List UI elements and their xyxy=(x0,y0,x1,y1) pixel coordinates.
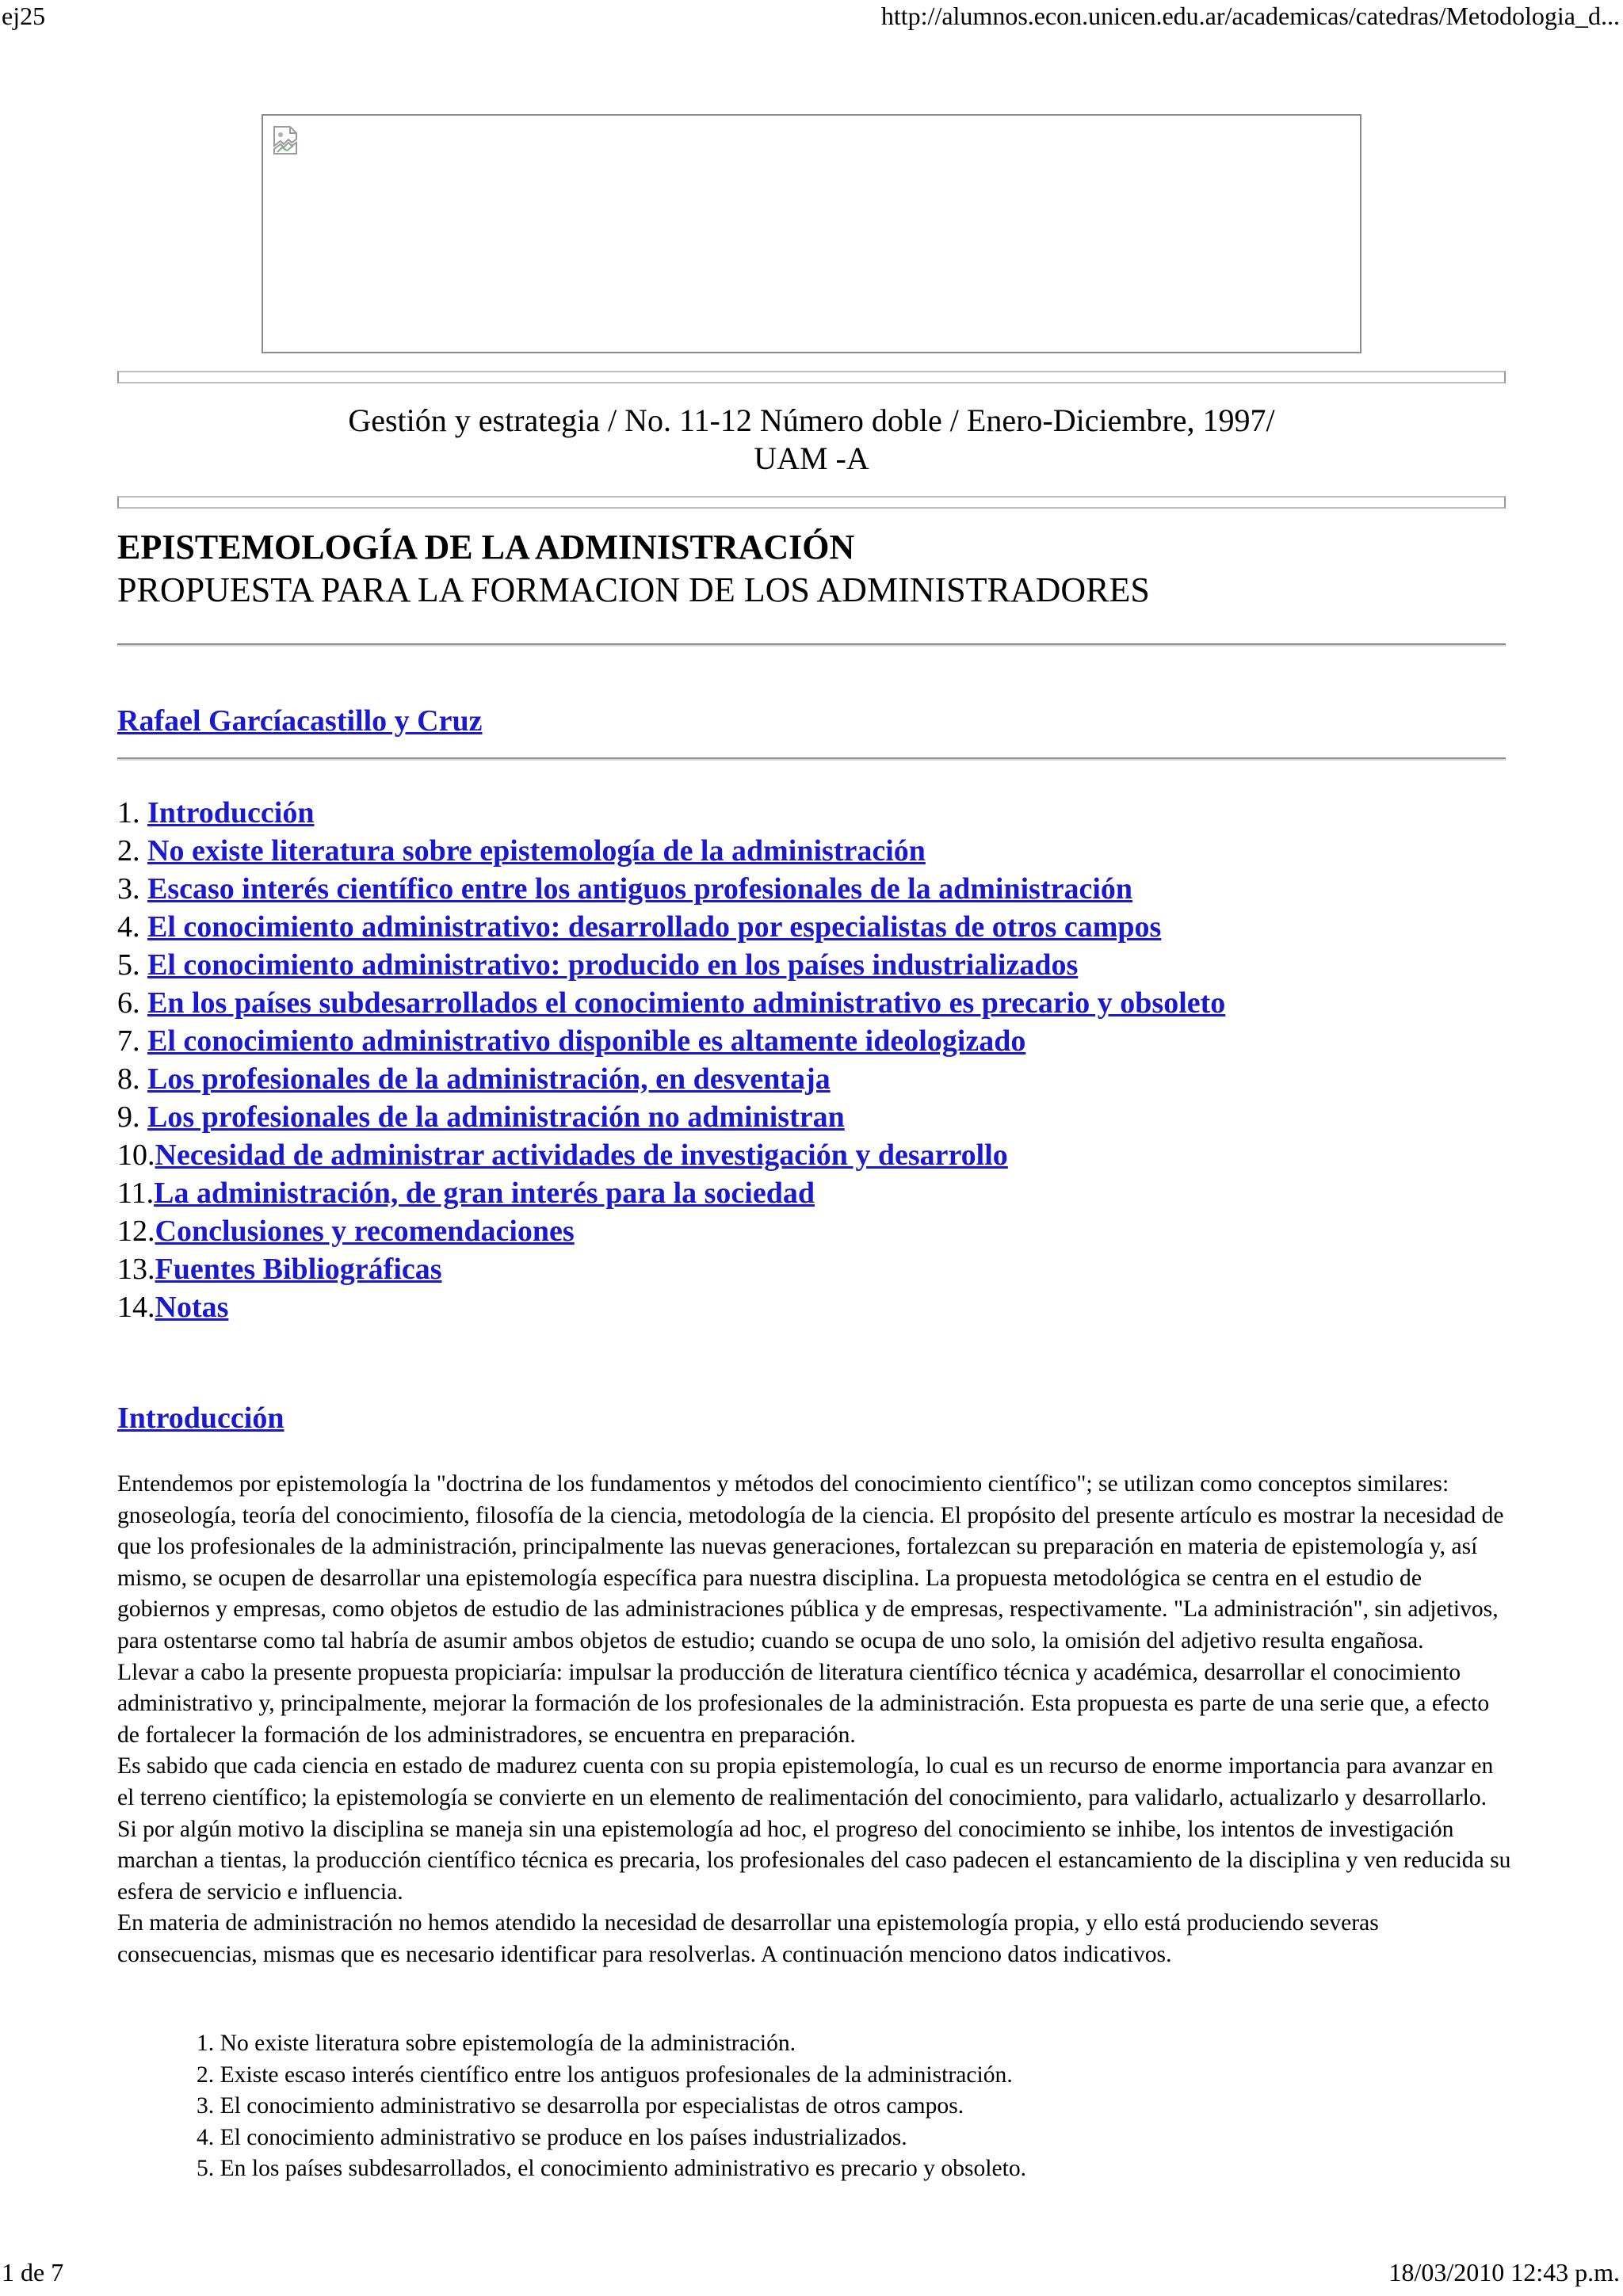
toc-number: 13. xyxy=(117,1253,155,1286)
list-item: 1. No existe literatura sobre epistemología de la administración. xyxy=(197,2031,796,2056)
banner-image-frame xyxy=(262,114,1361,353)
intro-body xyxy=(117,1469,1512,1971)
article-title: EPISTEMOLOGÍA DE LA ADMINISTRACIÓN xyxy=(117,528,855,566)
horizontal-rule xyxy=(117,371,1506,383)
toc-number: 10. xyxy=(117,1138,155,1172)
list-item: 5. En los países subdesarrollados, el conocimiento administrativo es precario y obsoleto. xyxy=(197,2156,1027,2182)
toc-number: 4. xyxy=(117,910,147,944)
print-header xyxy=(0,0,1623,32)
table-of-contents xyxy=(117,794,1506,1326)
introduccion-anchor-link[interactable]: Introducción xyxy=(117,1402,285,1435)
intro-paragraph: En materia de administración no hemos atendido la necesidad de desarrollar una epistemología propia, y ello está produciendo severas consecuencias, mismas que es necesario identificar para resolverlas. A continuación menciono datos indicativos. xyxy=(117,1910,1379,1967)
toc-number: 5. xyxy=(117,948,147,982)
print-footer-page: 1 de 7 xyxy=(2,2258,64,2286)
toc-number: 7. xyxy=(117,1024,147,1058)
toc-item xyxy=(117,870,1506,908)
toc-number: 6. xyxy=(117,986,147,1020)
toc-number: 1. xyxy=(117,796,147,830)
list-item: 3. El conocimiento administrativo se desarrolla por especialistas de otros campos. xyxy=(197,2093,964,2119)
toc-item xyxy=(117,1212,1506,1250)
toc-link-paises-subdesarrollados[interactable]: En los países subdesarrollados el conocimiento administrativo es precario y obsoleto xyxy=(147,986,1226,1020)
toc-item xyxy=(117,1174,1506,1212)
list-item: 2. Existe escaso interés científico entre los antiguos profesionales de la administración. xyxy=(197,2061,1013,2088)
article-subtitle: PROPUESTA PARA LA FORMACION DE LOS ADMINISTRADORES xyxy=(117,570,1150,609)
toc-link-ideologizado[interactable]: El conocimiento administrativo disponible es altamente ideologizado xyxy=(147,1024,1026,1058)
toc-item xyxy=(117,1060,1506,1098)
author-link[interactable]: Rafael Garcíacastillo y Cruz xyxy=(117,704,483,738)
intro-paragraph: Entendemos por epistemología la "doctrina de los fundamentos y métodos del conocimiento científico"; se utilizan como conceptos similares: gnoseología, teoría del conocimiento, filosofía de la ciencia, metodología de la ciencia. El propósito del presente artículo es mostrar la necesidad de que los profesionales de la administración, principalmente las nuevas generaciones, fortalezcan su preparación en materia de epistemología y, así mismo, se ocupen de desarrollar una epistemología específica para nuestra disciplina. La propuesta metodológica se centra en el estudio de gobiernos y empresas, como objetos de estudio de las administraciones pública y de empresas, respectivamente. "La administración", sin adjetivos, para ostentarse como tal habría de asumir ambos objetos de estudio; cuando se ocupa de uno solo, la omisión del adjetivo resulta engañosa. xyxy=(117,1471,1504,1653)
toc-number: 14. xyxy=(117,1291,155,1324)
toc-number: 12. xyxy=(117,1215,155,1248)
toc-link-escaso-interes[interactable]: Escaso interés científico entre los antiguos profesionales de la administración xyxy=(147,872,1133,906)
toc-link-sociedad[interactable]: La administración, de gran interés para la sociedad xyxy=(154,1177,815,1210)
toc-link-literatura[interactable]: No existe literatura sobre epistemología de la administración xyxy=(147,834,926,868)
journal-citation: Gestión y estrategia / No. 11-12 Número doble / Enero-Diciembre, 1997/ xyxy=(348,402,1275,438)
toc-number: 11. xyxy=(117,1177,155,1210)
journal-institution: UAM -A xyxy=(754,441,869,476)
horizontal-rule xyxy=(117,643,1506,646)
section-heading-introduccion xyxy=(117,1399,284,1437)
toc-number: 2. xyxy=(117,834,147,868)
toc-item xyxy=(117,1250,1506,1288)
toc-number: 9. xyxy=(117,1100,147,1134)
broken-image-icon xyxy=(273,125,300,155)
toc-item xyxy=(117,1022,1506,1060)
print-footer xyxy=(0,2256,1623,2288)
toc-item xyxy=(117,832,1506,870)
toc-item xyxy=(117,1288,1506,1326)
toc-link-introduccion[interactable]: Introducción xyxy=(147,796,315,830)
intro-paragraph: Es sabido que cada ciencia en estado de madurez cuenta con su propia epistemología, lo cual es un recurso de enorme importancia para avanzar en el terreno científico; la epistemología se convierte en un elemento de realimentación del conocimiento, para validarlo, actualizarlo y desarrollarlo. Si por algún motivo la disciplina se maneja sin una epistemología ad hoc, el progreso del conocimiento se inhibe, los intentos de investigación marchan a tientas, la producción científico técnica es precaria, los profesionales del caso padecen el estancamiento de la disciplina y ven reducida su esfera de servicio e influencia. xyxy=(117,1753,1511,1905)
print-footer-datetime: 18/03/2010 12:43 p.m. xyxy=(1388,2258,1620,2286)
toc-number: 3. xyxy=(117,872,147,906)
horizontal-rule xyxy=(117,757,1506,761)
intro-paragraph: Llevar a cabo la presente propuesta propiciaría: impulsar la producción de literatura científico técnica y académica, desarrollar el conocimiento administrativo y, principalmente, mejorar la formación de los profesionales de la administración. Esta propuesta es parte de una serie que, a efecto de fortalecer la formación de los administradores, se encuentra en preparación. xyxy=(117,1659,1490,1748)
toc-item xyxy=(117,946,1506,984)
toc-link-no-administran[interactable]: Los profesionales de la administración no administran xyxy=(147,1100,845,1134)
toc-link-fuentes[interactable]: Fuentes Bibliográficas xyxy=(155,1253,442,1286)
toc-number: 8. xyxy=(117,1062,147,1096)
toc-link-conclusiones[interactable]: Conclusiones y recomendaciones xyxy=(155,1215,575,1248)
author-line xyxy=(117,702,482,740)
toc-link-notas[interactable]: Notas xyxy=(155,1291,229,1324)
intro-points-list xyxy=(197,2028,1026,2185)
print-header-url: http://alumnos.econ.unicen.edu.ar/academicas/catedras/Metodologia_d... xyxy=(880,2,1620,30)
horizontal-rule xyxy=(117,496,1506,509)
toc-item xyxy=(117,794,1506,832)
toc-link-desventaja[interactable]: Los profesionales de la administración, en desventaja xyxy=(147,1062,831,1096)
toc-item xyxy=(117,984,1506,1022)
toc-item xyxy=(117,908,1506,946)
toc-item xyxy=(117,1136,1506,1174)
toc-item xyxy=(117,1098,1506,1136)
toc-link-investigacion[interactable]: Necesidad de administrar actividades de investigación y desarrollo xyxy=(155,1138,1008,1172)
toc-link-especialistas[interactable]: El conocimiento administrativo: desarrollado por especialistas de otros campos xyxy=(147,910,1162,944)
print-header-title: ej25 xyxy=(2,2,46,30)
list-item: 4. El conocimiento administrativo se produce en los países industrializados. xyxy=(197,2124,907,2150)
toc-link-paises-industrializados[interactable]: El conocimiento administrativo: producido en los países industrializados xyxy=(147,948,1079,982)
